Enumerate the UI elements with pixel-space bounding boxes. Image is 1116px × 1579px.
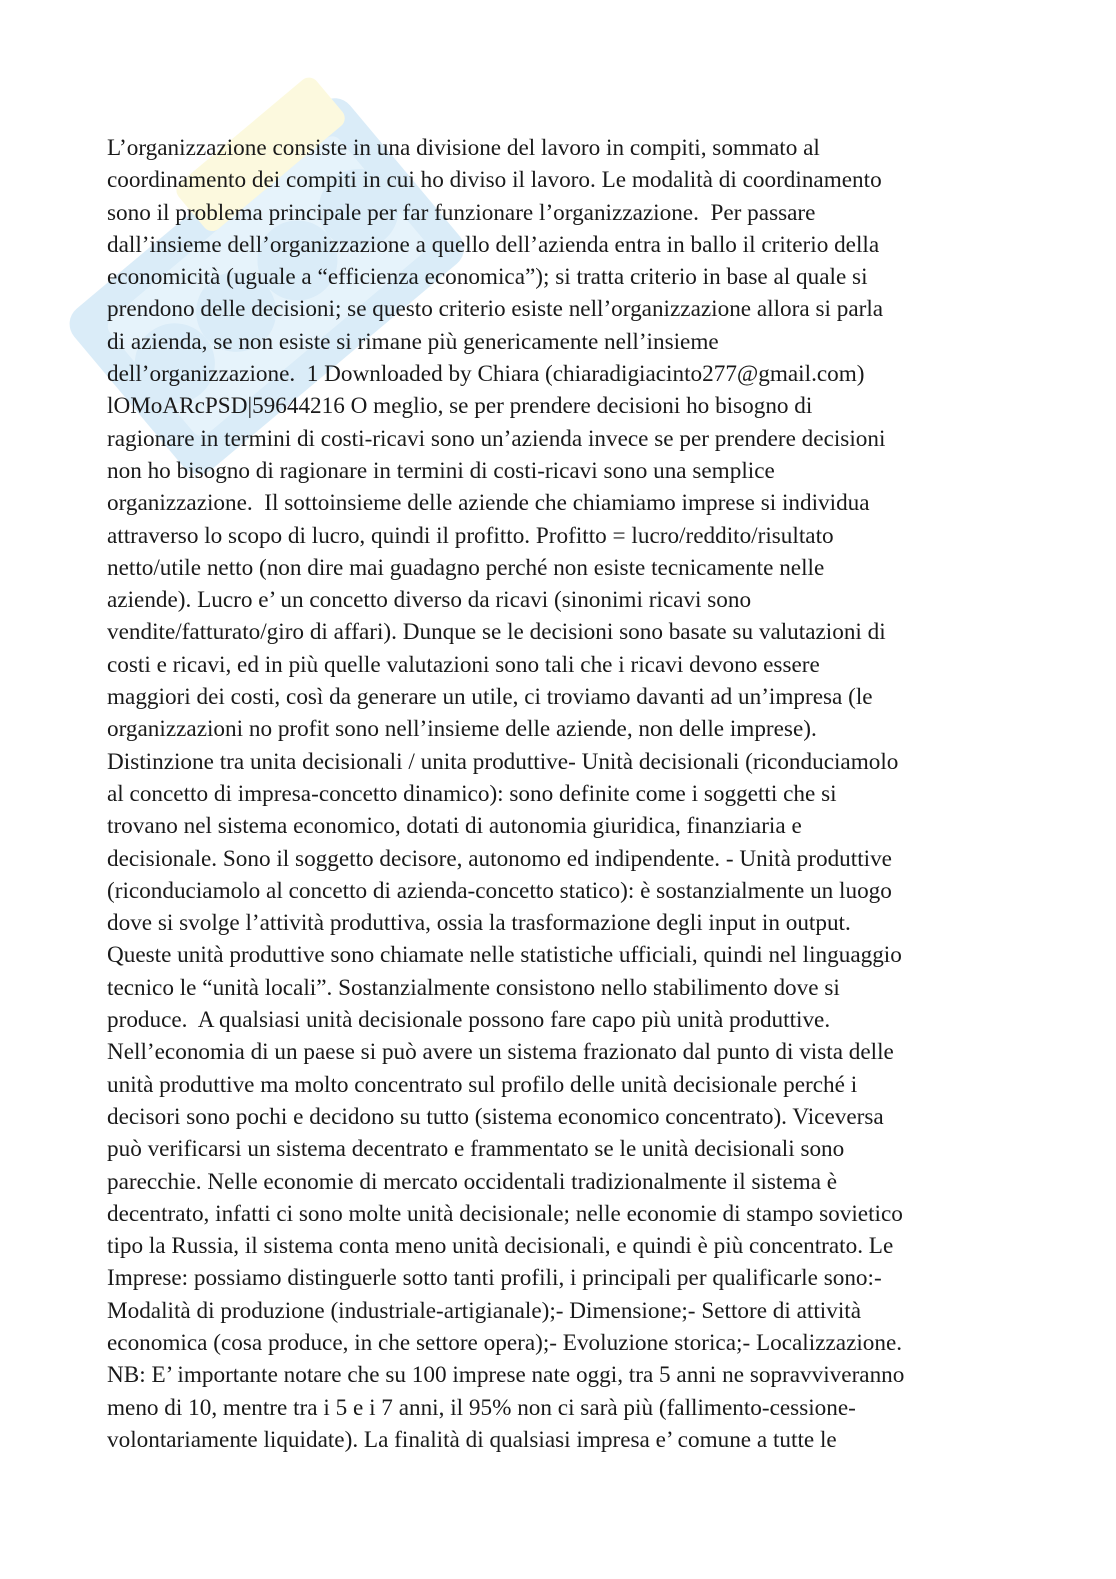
- text-line: attraverso lo scopo di lucro, quindi il profitto. Profitto = lucro/reddito/risultato: [107, 522, 834, 549]
- text-line: Imprese: possiamo distinguerle sotto tanti profili, i principali per qualificarle sono:-: [107, 1265, 882, 1292]
- text-line: parecchie. Nelle economie di mercato occidentali tradizionalmente il sistema è: [107, 1168, 838, 1195]
- text-line: decisori sono pochi e decidono su tutto (sistema economico concentrato). Viceversa: [107, 1103, 884, 1130]
- text-line: al concetto di impresa-concetto dinamico): sono definite come i soggetti che si: [107, 780, 837, 807]
- body-text: [107, 132, 1012, 1456]
- text-line: decentrato, infatti ci sono molte unità decisionale; nelle economie di stampo sovietico: [107, 1200, 903, 1227]
- text-line: Distinzione tra unita decisionali / unita produttive- Unità decisionali (riconduciamolo: [107, 748, 899, 775]
- text-line: dell’organizzazione. 1 Downloaded by Chiara (chiaradigiacinto277@gmail.com): [107, 361, 865, 388]
- text-line: Queste unità produttive sono chiamate nelle statistiche ufficiali, quindi nel linguaggio: [107, 942, 902, 969]
- text-line: maggiori dei costi, così da generare un utile, ci troviamo davanti ad un’impresa (le: [107, 684, 873, 711]
- text-line: meno di 10, mentre tra i 5 e i 7 anni, il 95% non ci sarà più (fallimento-cessione-: [107, 1394, 856, 1421]
- text-line: prendono delle decisioni; se questo criterio esiste nell’organizzazione allora si parla: [107, 296, 884, 323]
- text-line: unità produttive ma molto concentrato sul profilo delle unità decisionale perché i: [107, 1071, 858, 1098]
- text-line: economicità (uguale a “efficienza economica”); si tratta criterio in base al quale si: [107, 264, 868, 291]
- text-line: coordinamento dei compiti in cui ho diviso il lavoro. Le modalità di coordinamento: [107, 167, 882, 194]
- text-line: vendite/fatturato/giro di affari). Dunque se le decisioni sono basate su valutazioni di: [107, 619, 886, 646]
- text-line: (riconduciamolo al concetto di azienda-concetto statico): è sostanzialmente un luogo: [107, 877, 892, 904]
- text-line: dove si svolge l’attività produttiva, ossia la trasformazione degli input in output.: [107, 910, 851, 937]
- text-line: lOMoARcPSD|59644216 O meglio, se per prendere decisioni ho bisogno di: [107, 393, 813, 420]
- text-line: NB: E’ importante notare che su 100 imprese nate oggi, tra 5 anni ne sopravviveranno: [107, 1362, 905, 1389]
- text-line: può verificarsi un sistema decentrato e frammentato se le unità decisionali sono: [107, 1136, 845, 1163]
- text-line: organizzazione. Il sottoinsieme delle aziende che chiamiamo imprese si individua: [107, 490, 870, 517]
- text-line: produce. A qualsiasi unità decisionale possono fare capo più unità produttive.: [107, 1007, 831, 1034]
- text-line: dall’insieme dell’organizzazione a quello dell’azienda entra in ballo il criterio della: [107, 231, 880, 258]
- text-line: netto/utile netto (non dire mai guadagno perché non esiste tecnicamente nelle: [107, 554, 825, 581]
- text-line: trovano nel sistema economico, dotati di autonomia giuridica, finanziaria e: [107, 813, 802, 840]
- text-line: economica (cosa produce, in che settore opera);- Evoluzione storica;- Localizzazione.: [107, 1329, 903, 1356]
- text-line: tipo la Russia, il sistema conta meno unità decisionali, e quindi è più concentrato. Le: [107, 1233, 894, 1260]
- text-line: L’organizzazione consiste in una divisione del lavoro in compiti, sommato al: [107, 135, 820, 161]
- text-line: volontariamente liquidate). La finalità di qualsiasi impresa e’ comune a tutte le: [107, 1426, 837, 1453]
- text-line: non ho bisogno di ragionare in termini di costi-ricavi sono una semplice: [107, 457, 775, 484]
- text-line: aziende). Lucro e’ un concetto diverso da ricavi (sinonimi ricavi sono: [107, 587, 752, 614]
- text-line: costi e ricavi, ed in più quelle valutazioni sono tali che i ricavi devono essere: [107, 651, 820, 678]
- text-line: decisionale. Sono il soggetto decisore, autonomo ed indipendente. - Unità produttive: [107, 845, 892, 872]
- text-line: tecnico le “unità locali”. Sostanzialmente consistono nello stabilimento dove si: [107, 974, 840, 1001]
- text-line: di azienda, se non esiste si rimane più genericamente nell’insieme: [107, 328, 719, 355]
- text-line: sono il problema principale per far funzionare l’organizzazione. Per passare: [107, 199, 816, 226]
- text-line: Nell’economia di un paese si può avere un sistema frazionato dal punto di vista delle: [107, 1039, 894, 1066]
- text-line: Modalità di produzione (industriale-artigianale);- Dimensione;- Settore di attività: [107, 1297, 862, 1324]
- text-line: organizzazioni no profit sono nell’insieme delle aziende, non delle imprese).: [107, 716, 817, 743]
- text-line: ragionare in termini di costi-ricavi sono un’azienda invece se per prendere decisioni: [107, 425, 886, 452]
